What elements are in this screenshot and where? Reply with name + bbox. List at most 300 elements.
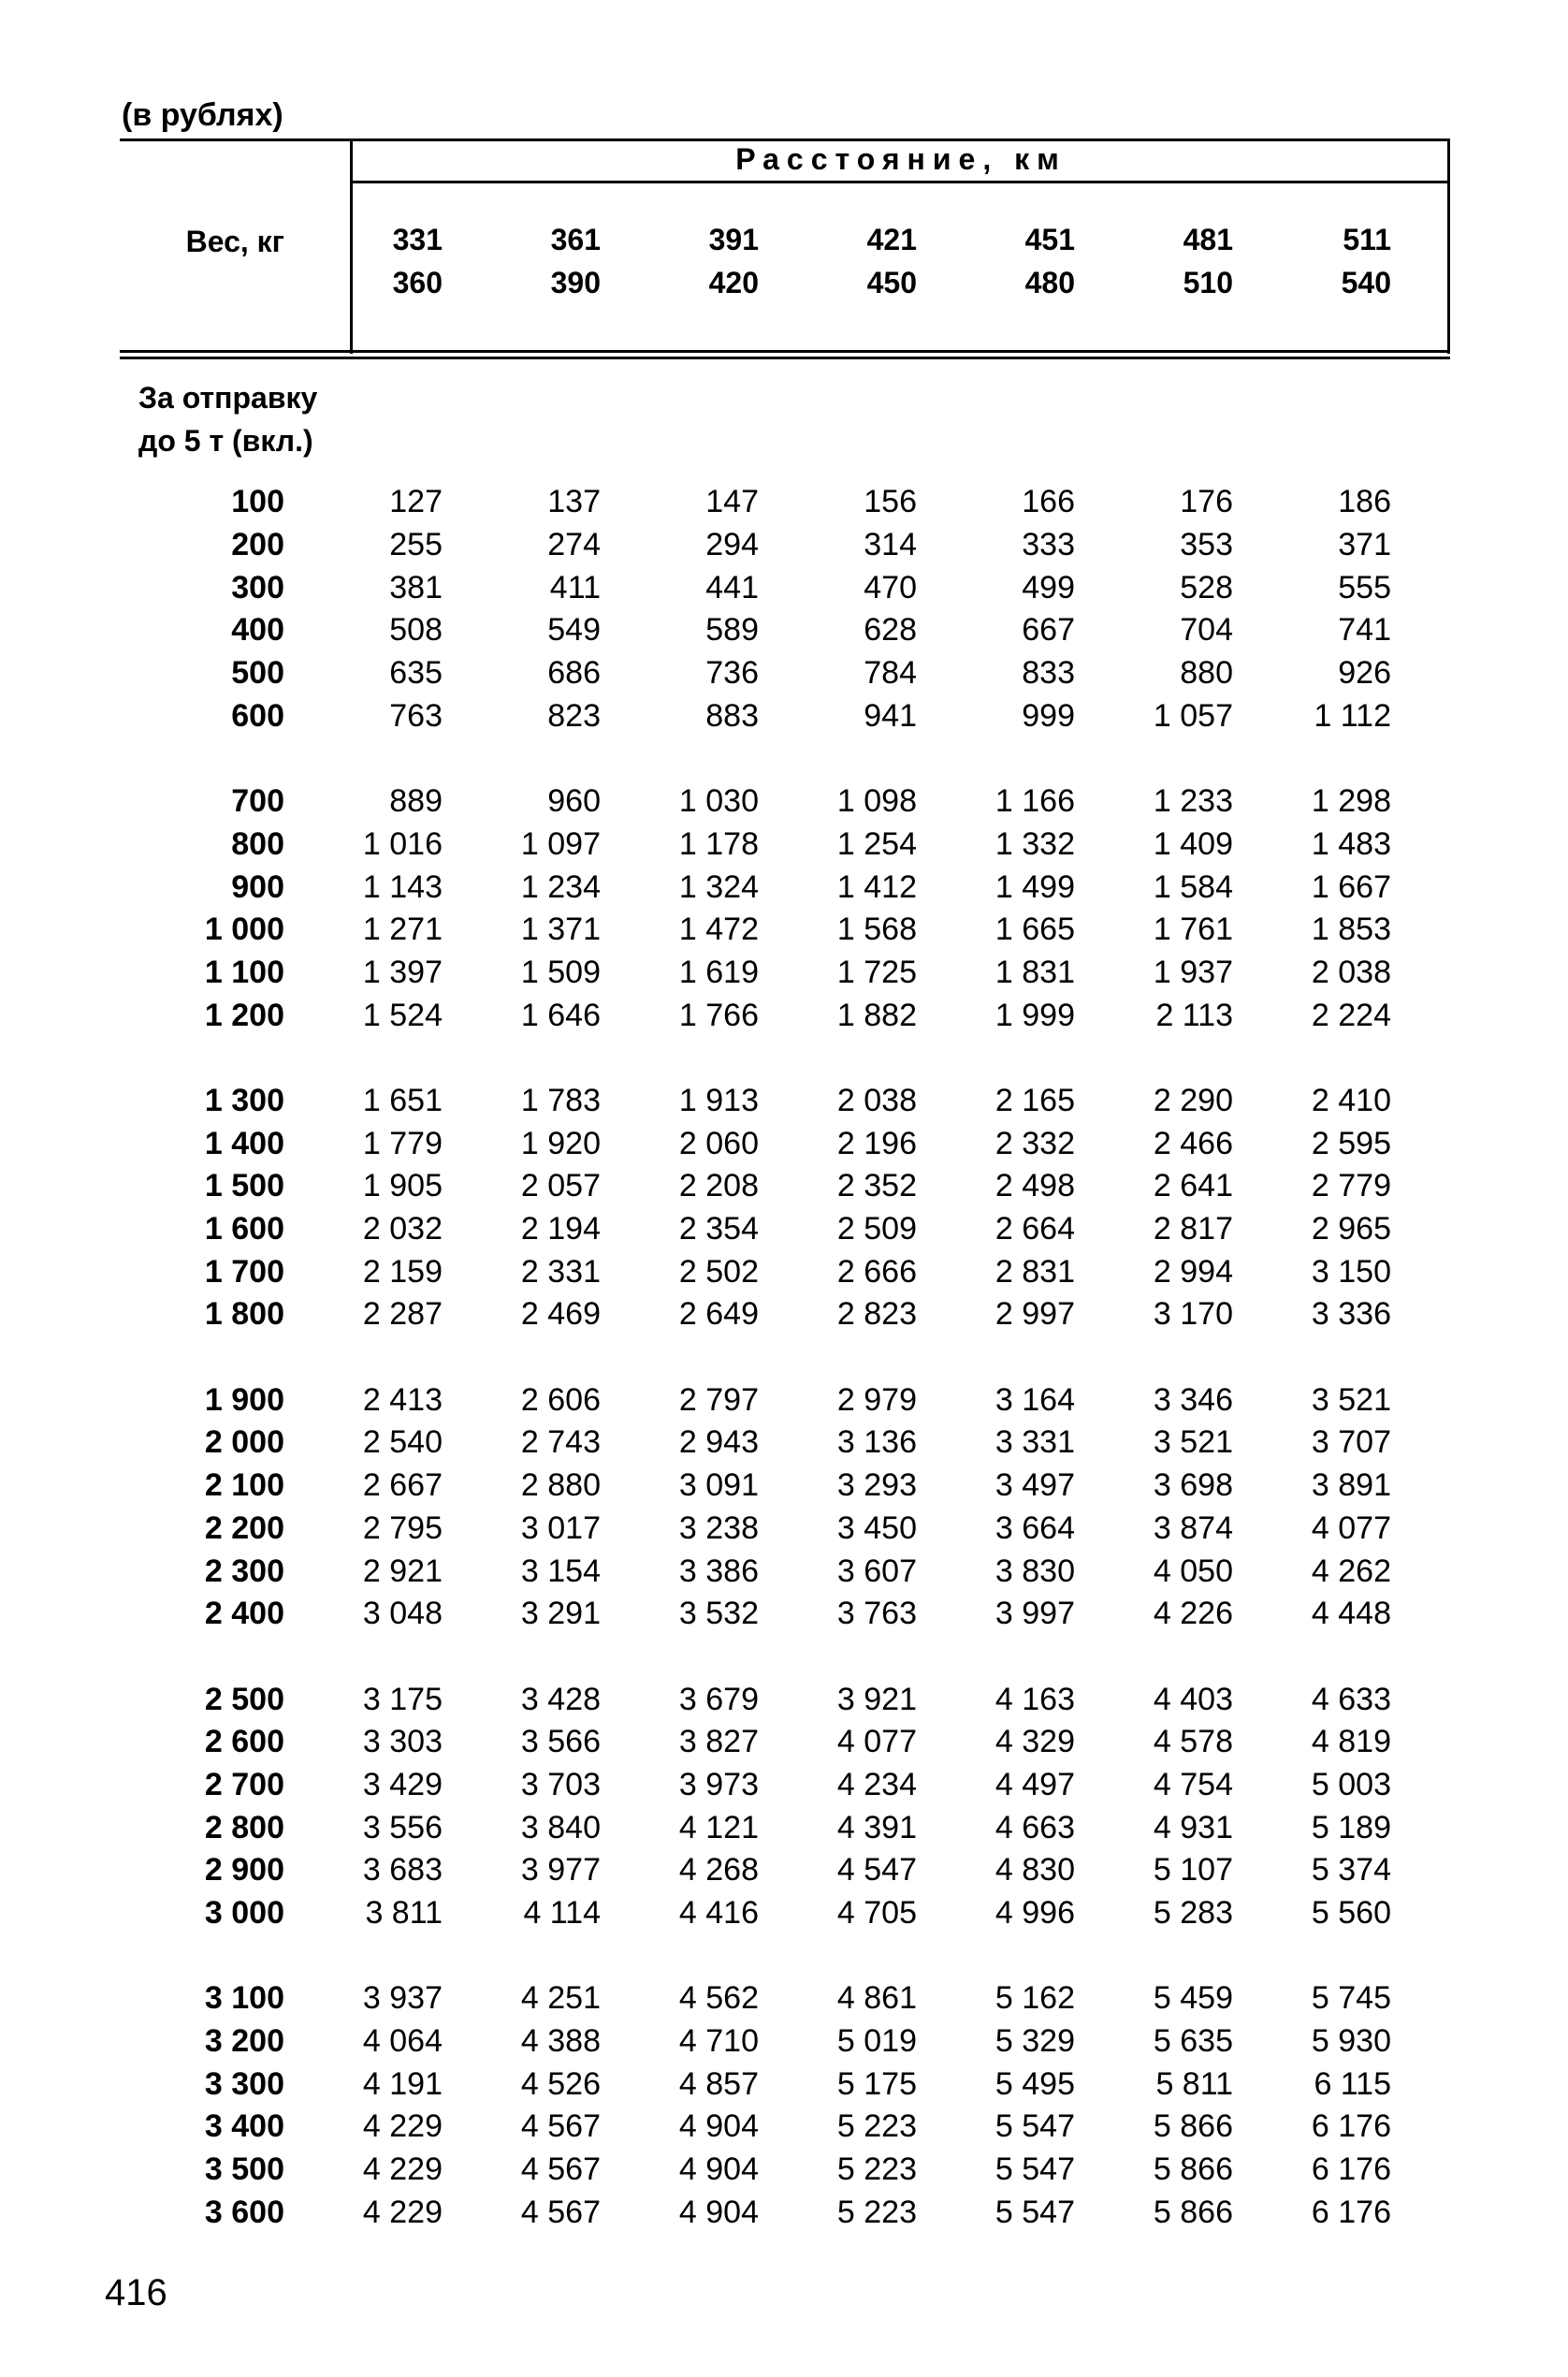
weight-cell: 1 400 (204, 1125, 284, 1161)
distance-range-to: 480 (1024, 266, 1075, 299)
price-cell: 176 (1180, 484, 1233, 520)
table-row (120, 1080, 1391, 1123)
weight-cell: 800 (231, 825, 284, 862)
price-cell: 1 397 (362, 954, 443, 990)
price-cell: 3 830 (995, 1553, 1075, 1589)
price-cell: 686 (547, 655, 601, 692)
price-cell: 1 234 (520, 868, 601, 905)
price-cell: 2 943 (678, 1424, 759, 1461)
weight-cell: 2 900 (204, 1852, 284, 1888)
group-spacer-cell (120, 1636, 1391, 1679)
price-cell: 1 920 (520, 1125, 601, 1161)
table-row (120, 2192, 1391, 2235)
price-cell: 4 251 (520, 1980, 601, 2017)
price-cell: 470 (864, 569, 917, 605)
price-cell: 5 635 (1153, 2023, 1233, 2060)
units-label: (в рублях) (122, 97, 283, 133)
price-cell: 2 352 (836, 1168, 917, 1204)
price-cell: 147 (705, 484, 759, 520)
table-row (120, 1550, 1391, 1593)
price-cell: 4 077 (1311, 1509, 1391, 1546)
price-cell: 2 997 (995, 1296, 1075, 1333)
price-cell: 6 176 (1311, 2194, 1391, 2230)
price-cell: 1 882 (836, 997, 917, 1033)
price-cell: 3 874 (1153, 1509, 1233, 1546)
price-cell: 3 091 (678, 1467, 759, 1504)
price-cell: 156 (864, 484, 917, 520)
price-cell: 549 (547, 612, 601, 649)
price-cell: 4 861 (836, 1980, 917, 2017)
price-cell: 3 017 (520, 1509, 601, 1546)
price-cell: 2 287 (362, 1296, 443, 1333)
price-cell: 381 (389, 569, 443, 605)
table-row (120, 1208, 1391, 1251)
price-cell: 2 979 (836, 1381, 917, 1418)
price-cell: 3 607 (836, 1553, 917, 1589)
price-cell: 1 619 (678, 954, 759, 990)
price-cell: 2 290 (1153, 1082, 1233, 1118)
price-cell: 5 547 (995, 2151, 1075, 2188)
price-cell: 2 649 (678, 1296, 759, 1333)
price-cell: 5 003 (1311, 1766, 1391, 1802)
price-cell: 1 499 (995, 868, 1075, 905)
price-cell: 4 077 (836, 1724, 917, 1760)
price-cell: 3 707 (1311, 1424, 1391, 1461)
price-cell: 4 710 (678, 2023, 759, 2060)
table-row (120, 1721, 1391, 1764)
distance-range-to: 450 (866, 266, 917, 299)
table-row (120, 780, 1391, 824)
price-cell: 628 (864, 612, 917, 649)
price-cell: 314 (864, 527, 917, 563)
distance-range-from: 511 (1343, 223, 1391, 256)
price-cell: 3 386 (678, 1553, 759, 1589)
price-cell: 5 223 (836, 2151, 917, 2188)
group-spacer-cell (120, 737, 1391, 780)
table-row (120, 481, 1391, 524)
distance-range (330, 139, 443, 316)
price-cell: 4 705 (836, 1895, 917, 1932)
distance-range-to: 360 (392, 266, 443, 299)
price-cell: 2 332 (995, 1125, 1075, 1161)
price-cell: 4 229 (362, 2151, 443, 2188)
price-cell: 499 (1022, 569, 1075, 605)
price-cell: 2 540 (362, 1424, 443, 1461)
price-cell: 1 332 (995, 825, 1075, 862)
distance-range-from: 481 (1183, 223, 1233, 256)
price-cell: 4 562 (678, 1980, 759, 2017)
weight-cell: 3 500 (204, 2151, 284, 2188)
price-cell: 2 413 (362, 1381, 443, 1418)
price-cell: 4 268 (678, 1852, 759, 1888)
price-cell: 3 891 (1311, 1467, 1391, 1504)
price-cell: 2 038 (836, 1082, 917, 1118)
table-row (120, 2063, 1391, 2106)
price-cell: 353 (1180, 527, 1233, 563)
price-cell: 3 170 (1153, 1296, 1233, 1333)
table-row (120, 1892, 1391, 1935)
price-cell: 1 651 (362, 1082, 443, 1118)
price-cell: 1 324 (678, 868, 759, 905)
price-cell: 1 509 (520, 954, 601, 990)
distance-range-to: 510 (1183, 266, 1233, 299)
weight-cell: 2 300 (204, 1553, 284, 1589)
weight-cell: 2 600 (204, 1724, 284, 1760)
price-cell: 5 223 (836, 2194, 917, 2230)
price-cell: 4 904 (678, 2151, 759, 2188)
price-cell: 3 683 (362, 1852, 443, 1888)
price-cell: 1 098 (836, 783, 917, 820)
price-cell: 1 097 (520, 825, 601, 862)
price-cell: 6 115 (1314, 2065, 1391, 2102)
price-cell: 3 048 (362, 1596, 443, 1632)
price-cell: 4 754 (1153, 1766, 1233, 1802)
price-cell: 1 646 (520, 997, 601, 1033)
price-cell: 3 150 (1311, 1253, 1391, 1290)
price-cell: 2 965 (1311, 1211, 1391, 1247)
price-cell: 3 521 (1311, 1381, 1391, 1418)
price-cell: 2 664 (995, 1211, 1075, 1247)
price-cell: 2 509 (836, 1211, 917, 1247)
price-cell: 2 165 (995, 1082, 1075, 1118)
price-cell: 5 560 (1311, 1895, 1391, 1932)
group-spacer (120, 1336, 1391, 1379)
price-cell: 3 827 (678, 1724, 759, 1760)
price-cell: 3 291 (520, 1596, 601, 1632)
distance-range-from: 331 (392, 223, 443, 256)
price-cell: 3 521 (1153, 1424, 1233, 1461)
price-cell: 833 (1022, 655, 1075, 692)
price-cell: 999 (1022, 697, 1075, 734)
weight-cell: 300 (231, 569, 284, 605)
price-cell: 2 466 (1153, 1125, 1233, 1161)
weight-cell: 1 300 (204, 1082, 284, 1118)
price-cell: 3 556 (362, 1809, 443, 1845)
price-cell: 3 154 (520, 1553, 601, 1589)
price-cell: 1 112 (1314, 697, 1391, 734)
price-cell: 1 178 (678, 825, 759, 862)
price-cell: 1 030 (678, 783, 759, 820)
price-cell: 1 725 (836, 954, 917, 990)
price-cell: 4 226 (1153, 1596, 1233, 1632)
price-cell: 4 448 (1311, 1596, 1391, 1632)
price-cell: 2 159 (362, 1253, 443, 1290)
price-cell: 4 064 (362, 2023, 443, 2060)
weight-cell: 1 200 (204, 997, 284, 1033)
price-cell: 3 303 (362, 1724, 443, 1760)
price-cell: 2 779 (1311, 1168, 1391, 1204)
price-cell: 4 567 (520, 2108, 601, 2145)
price-cell: 5 107 (1153, 1852, 1233, 1888)
price-cell: 4 904 (678, 2108, 759, 2145)
distance-range (963, 139, 1075, 316)
price-cell: 255 (389, 527, 443, 563)
weight-cell: 100 (231, 484, 284, 520)
price-cell: 1 016 (362, 825, 443, 862)
price-cell: 2 831 (995, 1253, 1075, 1290)
distance-range (805, 139, 917, 316)
price-cell: 528 (1180, 569, 1233, 605)
price-cell: 4 416 (678, 1895, 759, 1932)
price-cell: 166 (1022, 484, 1075, 520)
price-cell: 2 797 (678, 1381, 759, 1418)
price-cell: 3 331 (995, 1424, 1075, 1461)
price-cell: 4 526 (520, 2065, 601, 2102)
table-row (120, 1977, 1391, 2020)
price-cell: 5 189 (1311, 1809, 1391, 1845)
price-cell: 5 495 (995, 2065, 1075, 2102)
table-row (120, 2149, 1391, 2192)
price-cell: 2 666 (836, 1253, 917, 1290)
price-cell: 4 578 (1153, 1724, 1233, 1760)
weight-cell: 2 700 (204, 1766, 284, 1802)
table-row (120, 1293, 1391, 1336)
weight-cell: 1 600 (204, 1211, 284, 1247)
price-cell: 2 331 (520, 1253, 601, 1290)
price-cell: 784 (864, 655, 917, 692)
table-row (120, 2106, 1391, 2149)
weight-cell: 1 700 (204, 1253, 284, 1290)
table-row (120, 694, 1391, 737)
price-cell: 1 913 (678, 1082, 759, 1118)
price-cell: 3 763 (836, 1596, 917, 1632)
header-bottom-rule (120, 350, 1450, 353)
weight-cell: 2 000 (204, 1424, 284, 1461)
price-cell: 2 817 (1153, 1211, 1233, 1247)
price-cell: 4 403 (1153, 1681, 1233, 1717)
price-cell: 5 811 (1155, 2065, 1233, 2102)
price-cell: 5 175 (836, 2065, 917, 2102)
price-cell: 371 (1338, 527, 1391, 563)
distance-range-to: 390 (550, 266, 601, 299)
price-cell: 5 223 (836, 2108, 917, 2145)
price-cell: 704 (1180, 612, 1233, 649)
price-cell: 137 (547, 484, 601, 520)
price-cell: 883 (705, 697, 759, 734)
price-cell: 2 606 (520, 1381, 601, 1418)
table-row (120, 1250, 1391, 1293)
price-cell: 3 164 (995, 1381, 1075, 1418)
price-cell: 3 811 (365, 1895, 443, 1932)
table-header (120, 139, 1450, 357)
group-spacer (120, 1934, 1391, 1977)
price-cell: 1 143 (362, 868, 443, 905)
price-cell: 926 (1338, 655, 1391, 692)
price-cell: 3 238 (678, 1509, 759, 1546)
table-row (120, 1764, 1391, 1807)
price-cell: 1 766 (678, 997, 759, 1033)
price-cell: 2 410 (1311, 1082, 1391, 1118)
price-cell: 1 412 (836, 868, 917, 905)
weight-cell: 2 100 (204, 1467, 284, 1504)
price-cell: 1 667 (1311, 868, 1391, 905)
table-row (120, 1465, 1391, 1508)
weight-cell: 1 900 (204, 1381, 284, 1418)
price-cell: 763 (389, 697, 443, 734)
price-cell: 2 469 (520, 1296, 601, 1333)
page-number: 416 (105, 2272, 167, 2313)
table-row (120, 994, 1391, 1037)
price-cell: 6 176 (1311, 2151, 1391, 2188)
table-row (120, 866, 1391, 909)
price-cell: 3 450 (836, 1509, 917, 1546)
price-cell: 3 428 (520, 1681, 601, 1717)
price-cell: 1 472 (678, 911, 759, 948)
price-cell: 294 (705, 527, 759, 563)
price-cell: 5 329 (995, 2023, 1075, 2060)
price-cell: 1 584 (1153, 868, 1233, 905)
weight-cell: 3 300 (204, 2065, 284, 2102)
price-cell: 4 497 (995, 1766, 1075, 1802)
price-cell: 589 (705, 612, 759, 649)
price-cell: 1 233 (1153, 783, 1233, 820)
table-row (120, 1122, 1391, 1165)
price-cell: 960 (547, 783, 601, 820)
price-cell: 741 (1338, 612, 1391, 649)
price-cell: 4 391 (836, 1809, 917, 1845)
weight-cell: 600 (231, 697, 284, 734)
group-spacer-cell (120, 1934, 1391, 1977)
price-cell: 4 819 (1311, 1724, 1391, 1760)
price-cell: 4 931 (1153, 1809, 1233, 1845)
group-spacer (120, 1636, 1391, 1679)
price-cell: 5 745 (1311, 1980, 1391, 2017)
price-cell: 3 921 (836, 1681, 917, 1717)
price-cell: 3 497 (995, 1467, 1075, 1504)
weight-cell: 2 400 (204, 1596, 284, 1632)
section-title-line-1: За отправку (138, 381, 318, 415)
weight-cell: 1 500 (204, 1168, 284, 1204)
price-cell: 5 547 (995, 2108, 1075, 2145)
distance-range-to: 420 (708, 266, 759, 299)
table-row (120, 909, 1391, 952)
price-cell: 941 (864, 697, 917, 734)
distance-range-from: 391 (708, 223, 759, 256)
price-cell: 2 354 (678, 1211, 759, 1247)
price-cell: 667 (1022, 612, 1075, 649)
price-cell: 635 (389, 655, 443, 692)
price-cell: 2 795 (362, 1509, 443, 1546)
price-cell: 4 229 (362, 2108, 443, 2145)
price-cell: 441 (705, 569, 759, 605)
price-cell: 4 547 (836, 1852, 917, 1888)
weight-cell: 900 (231, 868, 284, 905)
table-row (120, 524, 1391, 567)
distance-range (1121, 139, 1233, 316)
price-cell: 3 703 (520, 1766, 601, 1802)
price-cell: 823 (547, 697, 601, 734)
weight-cell: 1 100 (204, 954, 284, 990)
price-cell: 880 (1180, 655, 1233, 692)
table-row (120, 1378, 1391, 1422)
price-cell: 5 866 (1153, 2194, 1233, 2230)
price-cell: 2 038 (1311, 954, 1391, 990)
section-title (138, 376, 317, 462)
price-cell: 5 019 (836, 2023, 917, 2060)
price-cell: 4 388 (520, 2023, 601, 2060)
weight-cell: 500 (231, 655, 284, 692)
table-row (120, 652, 1391, 695)
price-cell: 1 831 (995, 954, 1075, 990)
table-row (120, 1165, 1391, 1208)
distance-range-from: 421 (866, 223, 917, 256)
price-cell: 5 162 (995, 1980, 1075, 2017)
price-cell: 2 032 (362, 1211, 443, 1247)
price-cell: 2 196 (836, 1125, 917, 1161)
price-cell: 4 163 (995, 1681, 1075, 1717)
price-cell: 4 234 (836, 1766, 917, 1802)
price-cell: 3 346 (1153, 1381, 1233, 1418)
price-cell: 3 429 (362, 1766, 443, 1802)
weight-cell: 3 000 (204, 1895, 284, 1932)
price-cell: 736 (705, 655, 759, 692)
price-cell: 3 532 (678, 1596, 759, 1632)
table-row (120, 824, 1391, 867)
price-cell: 1 853 (1311, 911, 1391, 948)
weight-cell: 3 100 (204, 1980, 284, 2017)
price-cell: 2 194 (520, 1211, 601, 1247)
weight-cell: 3 400 (204, 2108, 284, 2145)
price-cell: 2 502 (678, 1253, 759, 1290)
price-cell: 2 498 (995, 1168, 1075, 1204)
table-row (120, 2020, 1391, 2063)
distance-heading: Расстояние, км (735, 142, 1067, 176)
group-spacer (120, 1037, 1391, 1080)
price-cell: 1 409 (1153, 825, 1233, 862)
price-cell: 1 779 (362, 1125, 443, 1161)
price-cell: 2 667 (362, 1467, 443, 1504)
distance-range-from: 361 (550, 223, 601, 256)
price-cell: 333 (1022, 527, 1075, 563)
price-cell: 1 937 (1153, 954, 1233, 990)
weight-heading: Вес, кг (185, 225, 284, 258)
price-cell: 4 050 (1153, 1553, 1233, 1589)
price-cell: 4 830 (995, 1852, 1075, 1888)
price-cell: 1 999 (995, 997, 1075, 1033)
price-cell: 5 283 (1153, 1895, 1233, 1932)
weight-cell: 3 600 (204, 2194, 284, 2230)
price-cell: 3 997 (995, 1596, 1075, 1632)
distance-range-from: 451 (1024, 223, 1075, 256)
price-cell: 4 114 (523, 1895, 601, 1932)
price-cell: 274 (547, 527, 601, 563)
price-cell: 508 (389, 612, 443, 649)
tariff-table (120, 481, 1391, 2234)
price-cell: 2 595 (1311, 1125, 1391, 1161)
table-row (120, 1593, 1391, 1636)
price-cell: 2 113 (1155, 997, 1233, 1033)
price-cell: 4 996 (995, 1895, 1075, 1932)
price-cell: 1 254 (836, 825, 917, 862)
price-cell: 1 057 (1153, 697, 1233, 734)
header-bottom-rule-double (120, 357, 1450, 359)
price-cell: 5 374 (1311, 1852, 1391, 1888)
price-cell: 3 293 (836, 1467, 917, 1504)
price-cell: 3 175 (362, 1681, 443, 1717)
price-cell: 3 977 (520, 1852, 601, 1888)
table-row (120, 1806, 1391, 1849)
distance-range (1279, 139, 1391, 316)
price-cell: 3 973 (678, 1766, 759, 1802)
price-cell: 186 (1338, 484, 1391, 520)
weight-cell: 200 (231, 527, 284, 563)
price-cell: 5 459 (1153, 1980, 1233, 2017)
price-cell: 1 761 (1153, 911, 1233, 948)
price-cell: 411 (549, 569, 601, 605)
price-cell: 2 060 (678, 1125, 759, 1161)
price-cell: 2 057 (520, 1168, 601, 1204)
price-cell: 6 176 (1311, 2108, 1391, 2145)
